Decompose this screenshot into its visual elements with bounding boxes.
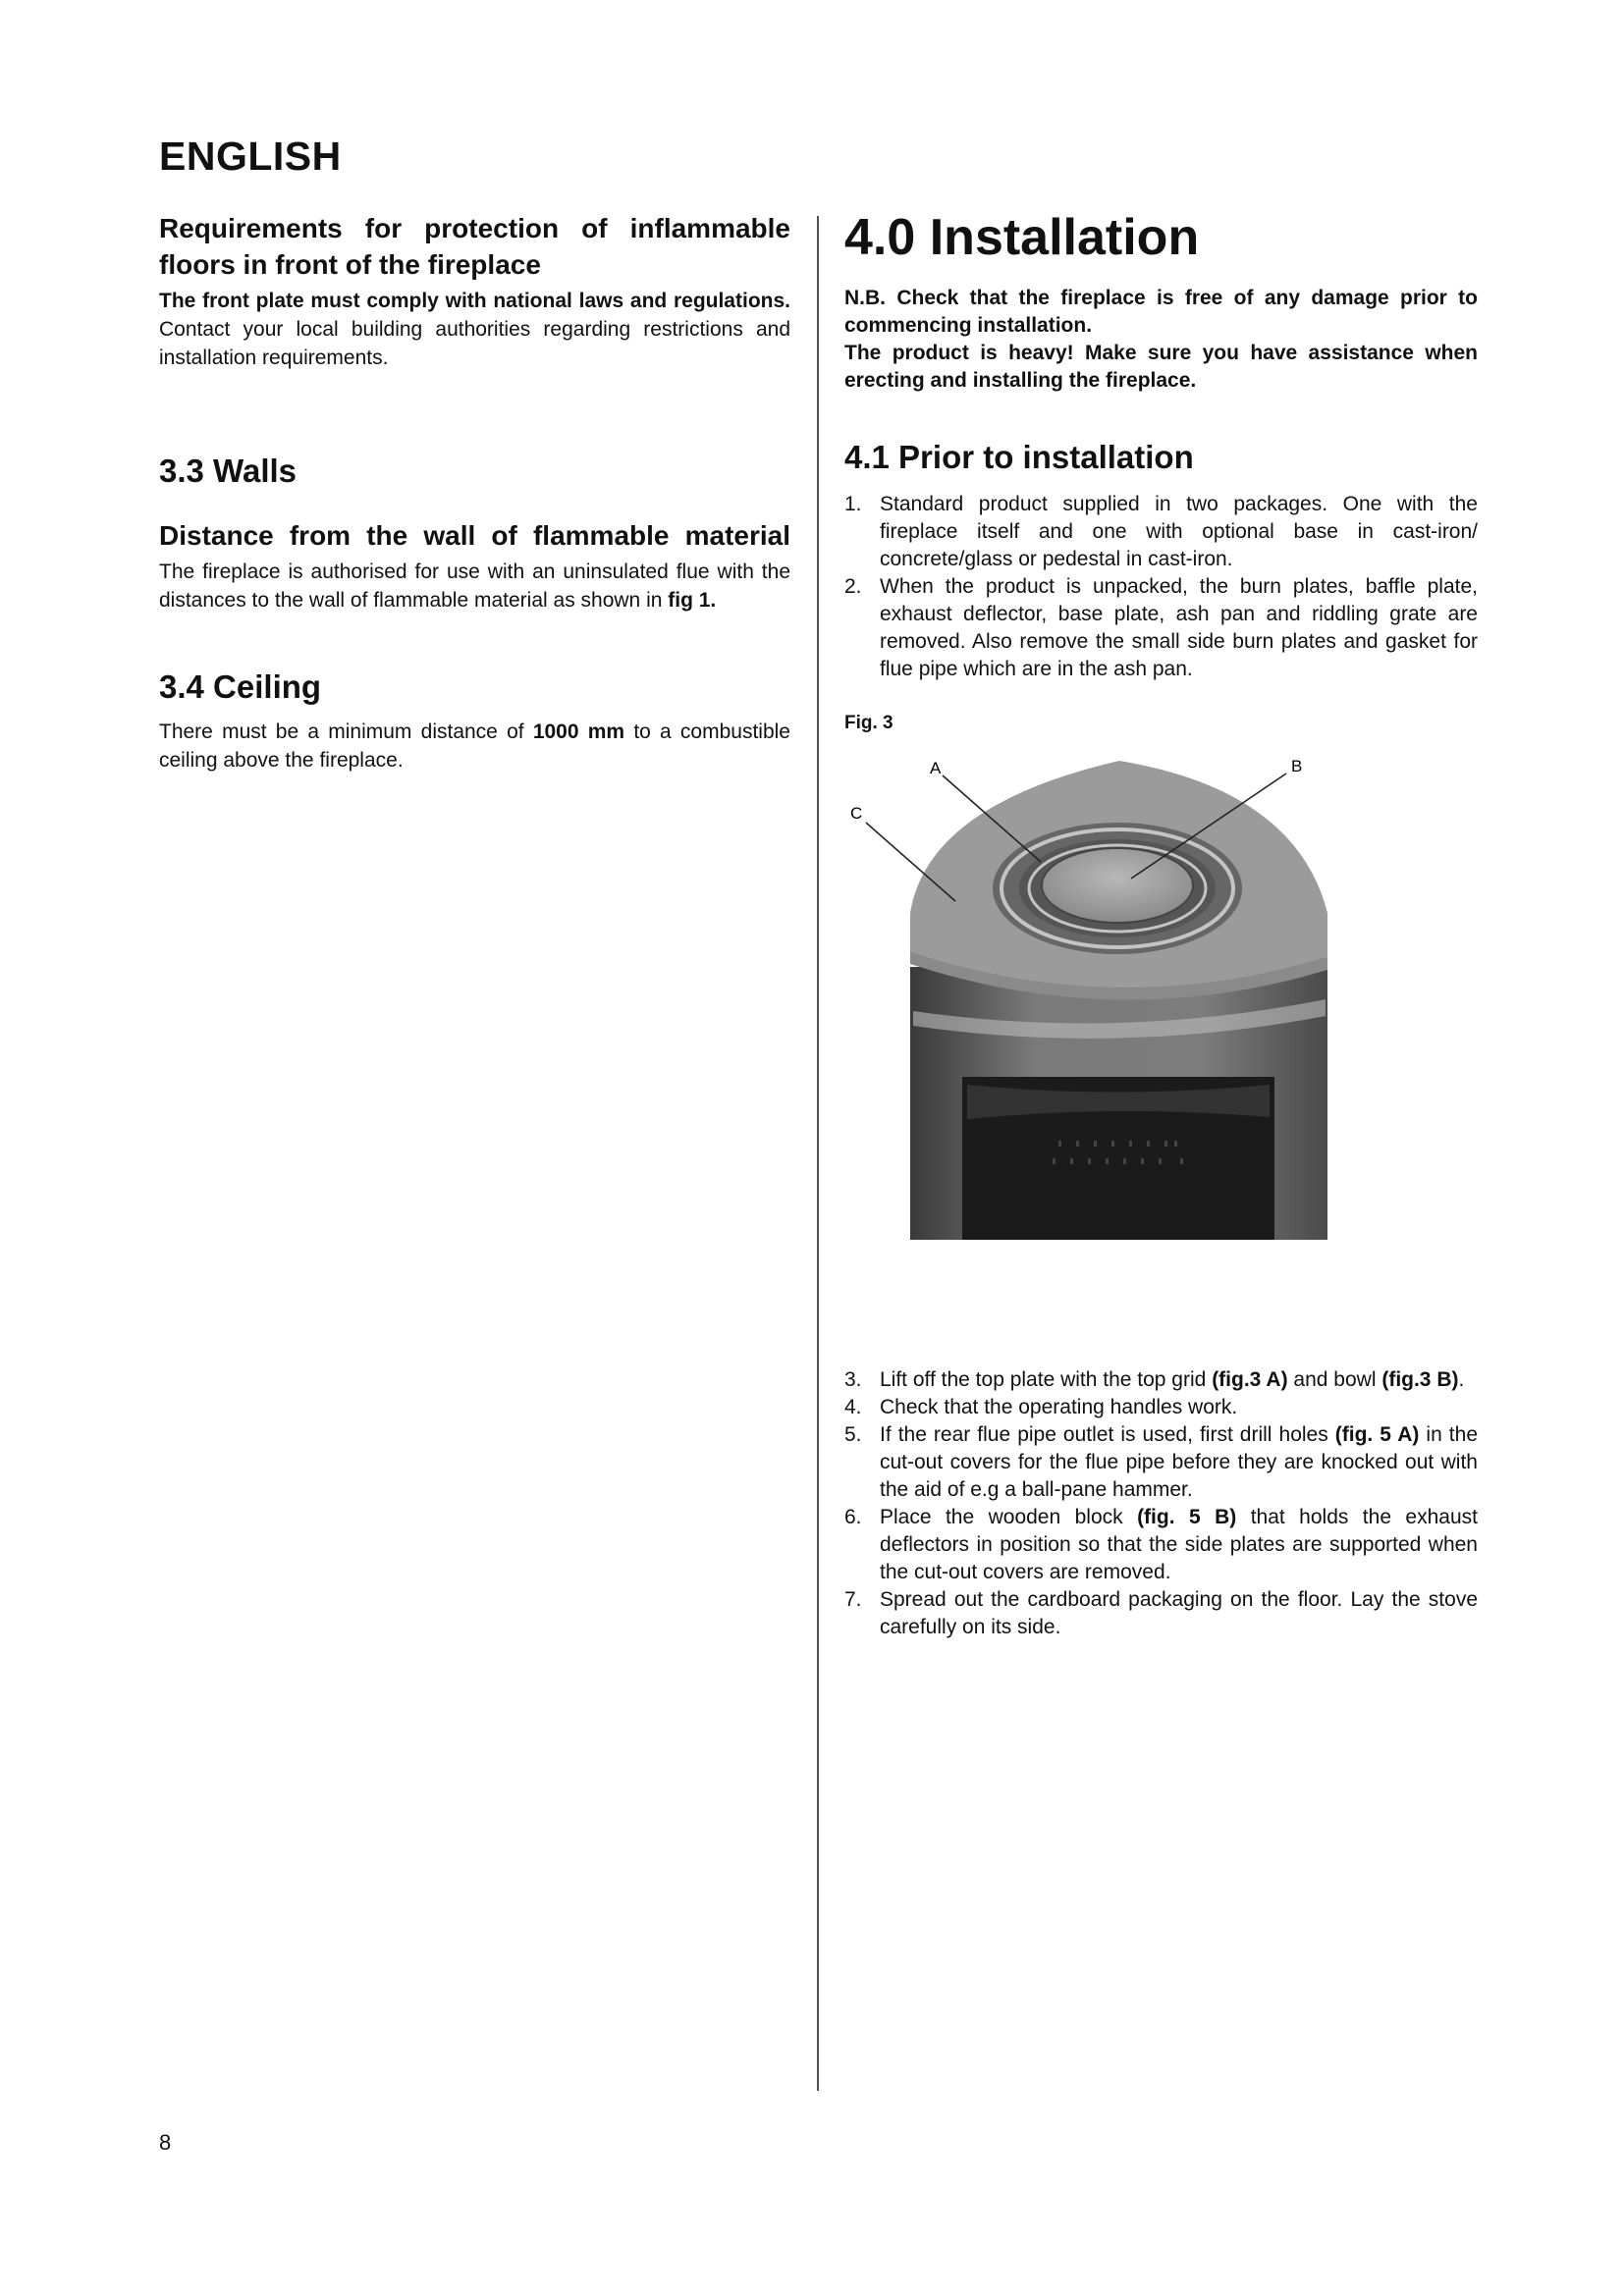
installation-note-heavy: The product is heavy! Make sure you have assistance when erecting and installing the fireplace. (844, 342, 1478, 392)
step-number: 1. (844, 493, 862, 515)
list-item (844, 573, 1478, 683)
figure-3-stove (835, 746, 1473, 1345)
floors-bold-text: The front plate must comply with national laws and regulations. (159, 290, 790, 312)
step-text: Check that the operating handles work. (880, 1396, 1238, 1418)
step-number: 3. (844, 1368, 862, 1391)
walls-body-text: The fireplace is authorised for use with an uninsulated flue with the distances to the wall of flammable material as shown in (159, 561, 790, 612)
step-text: Standard product supplied in two packages. One with the fireplace itself and one with optional base in cast-iron/ concrete/glass or pedestal in cast-iron. (880, 493, 1478, 570)
fig-ref: (fig. 5 A) (1334, 1423, 1420, 1446)
callout-c: C (850, 804, 863, 823)
step-number: 6. (844, 1506, 862, 1528)
walls-section (159, 517, 790, 614)
list-item (844, 1366, 1478, 1394)
ceiling-text-after: to a combustible ceiling above the fireplace. (159, 721, 790, 772)
ceiling-distance: 1000 mm (532, 721, 625, 743)
floors-heading: Requirements for protection of inflammable floors in front of the fireplace (159, 213, 790, 280)
list-item (844, 1394, 1478, 1421)
walls-heading: 3.3 Walls (159, 453, 298, 489)
step-text: in the cut-out covers for the flue pipe before they are knocked out with the aid of e.g a ball-pane hammer. (880, 1423, 1478, 1501)
list-item (844, 1504, 1478, 1586)
page-number: 8 (159, 2130, 172, 2155)
step-text: that holds the exhaust deflectors in position so that the side plates are supported when the cut-out covers are removed. (880, 1506, 1478, 1583)
floors-body-text: Contact your local building authorities regarding restrictions and installation requirements. (159, 318, 790, 369)
stove-illustration (835, 746, 1473, 1345)
prior-heading: 4.1 Prior to installation (844, 439, 1194, 475)
step-text: and bowl (1293, 1368, 1377, 1391)
callout-a: A (930, 759, 942, 777)
floors-section (159, 210, 790, 372)
walls-subheading: Distance from the wall of flammable material (159, 520, 790, 551)
figure-label: Fig. 3 (844, 713, 893, 733)
list-item (844, 1421, 1478, 1504)
language-heading: ENGLISH (159, 133, 342, 179)
callout-b: B (1291, 757, 1303, 775)
column-divider (817, 216, 819, 2091)
installation-note-damage: N.B. Check that the fireplace is free of any damage prior to commencing installation. (844, 287, 1478, 337)
list-item (844, 491, 1478, 573)
walls-fig-ref: fig 1. (668, 589, 717, 612)
walls-text (159, 558, 790, 614)
step-text: When the product is unpacked, the burn plates, baffle plate, exhaust deflector, base plate, ash pan and riddling grate are removed. Also remove the small side burn plates and gasket for flue pipe which are in the ash pan. (880, 575, 1478, 680)
step-text: Place the wooden block (880, 1506, 1123, 1528)
fig-ref: (fig.3 B) (1381, 1368, 1459, 1391)
step-number: 2. (844, 575, 862, 598)
step-text: Spread out the cardboard packaging on the floor. Lay the stove carefully on its side. (880, 1588, 1478, 1638)
installation-notes (844, 285, 1478, 395)
list-item (844, 1586, 1478, 1641)
ceiling-text (159, 718, 790, 774)
fig-ref: (fig.3 A) (1212, 1368, 1288, 1391)
installation-heading: 4.0 Installation (844, 209, 1200, 266)
step-text: . (1458, 1368, 1465, 1391)
prior-steps-list (844, 491, 1478, 683)
floors-text (159, 287, 790, 372)
step-number: 5. (844, 1423, 862, 1446)
step-number: 4. (844, 1396, 862, 1418)
ceiling-heading: 3.4 Ceiling (159, 668, 322, 705)
ceiling-text-before: There must be a minimum distance of (159, 721, 524, 743)
prior-steps-list-continued (844, 1366, 1478, 1641)
step-number: 7. (844, 1588, 862, 1611)
step-text: Lift off the top plate with the top grid (880, 1368, 1207, 1391)
step-text: If the rear flue pipe outlet is used, first drill holes (880, 1423, 1328, 1446)
fig-ref: (fig. 5 B) (1137, 1506, 1237, 1528)
bowl (1042, 848, 1193, 923)
